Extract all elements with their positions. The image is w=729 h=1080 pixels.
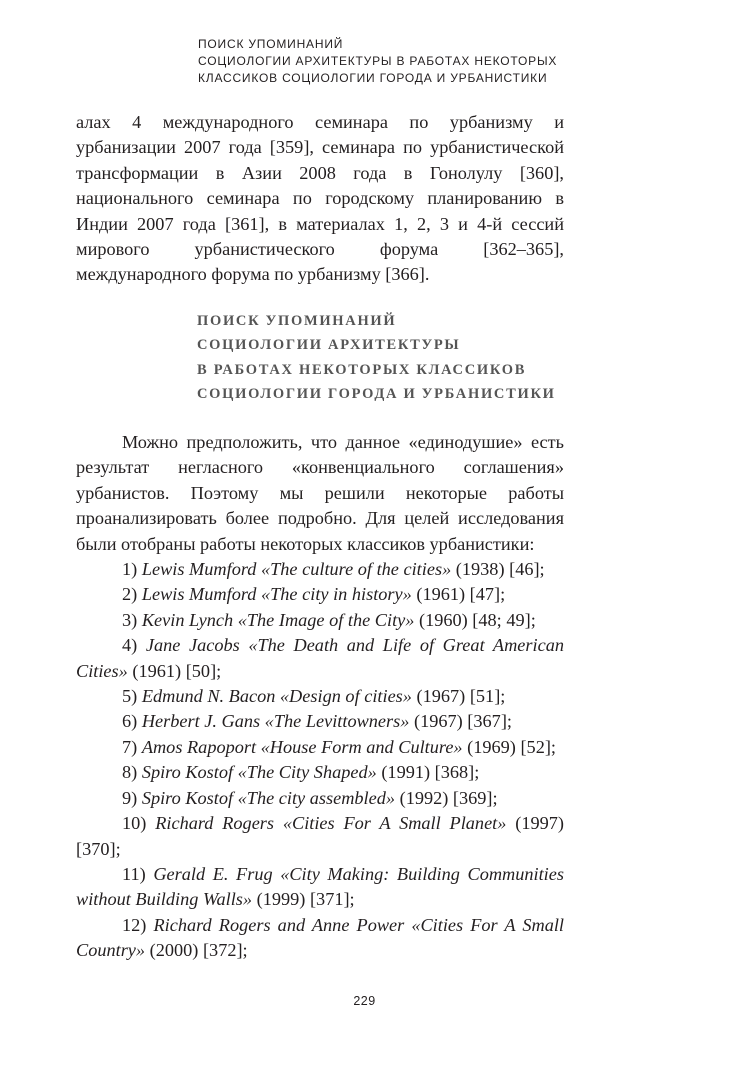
list-item [76,557,564,582]
section-paragraph: Можно предположить, что данное «единодушие» есть результат негласного «конвенциального соглашения» урбанистов. Поэтому мы решили некоторые работы проанализировать более подробно. Для целей исследования были отобраны работы некоторых классиков урбанистики: [76,432,564,554]
list-number: 9) [122,787,138,808]
list-title: Richard Rogers «Cities For A Small Planet» [155,813,507,834]
list-title: Spiro Kostof «The City Shaped» [141,762,377,783]
list-citation: (1969) [52]; [467,736,557,757]
list-citation: (1938) [46]; [455,559,545,580]
list-title: Lewis Mumford «The culture of the cities» [141,559,452,580]
list-item [76,811,564,862]
list-number: 8) [122,762,138,783]
list-title: Edmund N. Bacon «Design of cities» [141,686,412,707]
list-title: Amos Rapoport «House Form and Culture» [141,736,463,757]
list-number: 2) [122,584,138,605]
list-item [76,582,564,607]
list-number: 5) [122,686,138,707]
list-title: Spiro Kostof «The city assembled» [141,787,396,808]
list-item [76,633,564,684]
list-title: Herbert J. Gans «The Levittowners» [141,711,410,732]
list-number: 11) [122,863,146,884]
list-number: 3) [122,609,138,630]
list-citation: (1997) [370]; [76,813,564,859]
running-header [198,36,698,87]
section-title-line: СОЦИОЛОГИИ АРХИТЕКТУРЫ [197,337,461,354]
list-item [76,709,564,734]
list-item [76,913,564,964]
running-header-line: ПОИСК УПОМИНАНИЙ [198,37,344,51]
list-citation: (1992) [369]; [399,787,498,808]
list-title: Richard Rogers and Anne Power «Cities For A Small Country» [76,914,565,961]
list-item [76,684,564,709]
list-citation: (1967) [51]; [416,686,506,707]
section-title [197,309,597,406]
list-citation: (1961) [47]; [416,584,506,605]
list-number: 6) [122,711,138,732]
list-item [76,786,564,811]
intro-block [76,110,564,288]
section-title-line: В РАБОТАХ НЕКОТОРЫХ КЛАССИКОВ [197,361,527,378]
running-header-line: СОЦИОЛОГИИ АРХИТЕКТУРЫ В РАБОТАХ НЕКОТОРЫХ [198,54,558,68]
section-body [76,430,564,964]
list-title: Gerald E. Frug «City Making: Building Communities without Building Walls» [76,863,564,910]
page-number: 229 [353,994,376,1008]
list-item [76,760,564,785]
list-citation: (1961) [50]; [132,660,222,681]
list-citation: (1991) [368]; [381,762,480,783]
list-citation: (2000) [372]; [149,940,248,961]
list-title: Jane Jacobs «The Death and Life of Great American Cities» [76,635,564,681]
list-citation: (1960) [48; 49]; [419,609,536,630]
section-title-line: ПОИСК УПОМИНАНИЙ [197,313,397,329]
section-title-line: СОЦИОЛОГИИ ГОРОДА И УРБАНИСТИКИ [197,385,556,402]
list-number: 1) [122,559,138,580]
list-item [76,862,564,913]
list-title: Kevin Lynch «The Image of the City» [141,609,415,630]
list-citation: (1999) [371]; [256,889,355,910]
list-number: 10) [122,813,147,834]
list-item [76,608,564,633]
list-number: 12) [122,914,147,935]
running-header-line: КЛАССИКОВ СОЦИОЛОГИИ ГОРОДА И УРБАНИСТИКИ [198,71,548,85]
list-number: 7) [122,736,138,757]
list-citation: (1967) [367]; [414,711,512,732]
list-number: 4) [122,635,138,656]
list-title: Lewis Mumford «The city in history» [141,584,412,605]
intro-paragraph: алах 4 международного семинара по урбанизму и урбанизации 2007 года [359], семинара по урбанистической трансформации в Азии 2008 года в Гонолулу [360], национального семинара по городскому планированию в Индии 2007 года [361], в материалах 1, 2, 3 и 4-й сессий мирового урбанистического форума [362–365], международного форума по урбанизму [366]. [76,112,564,285]
list-item [76,735,564,760]
